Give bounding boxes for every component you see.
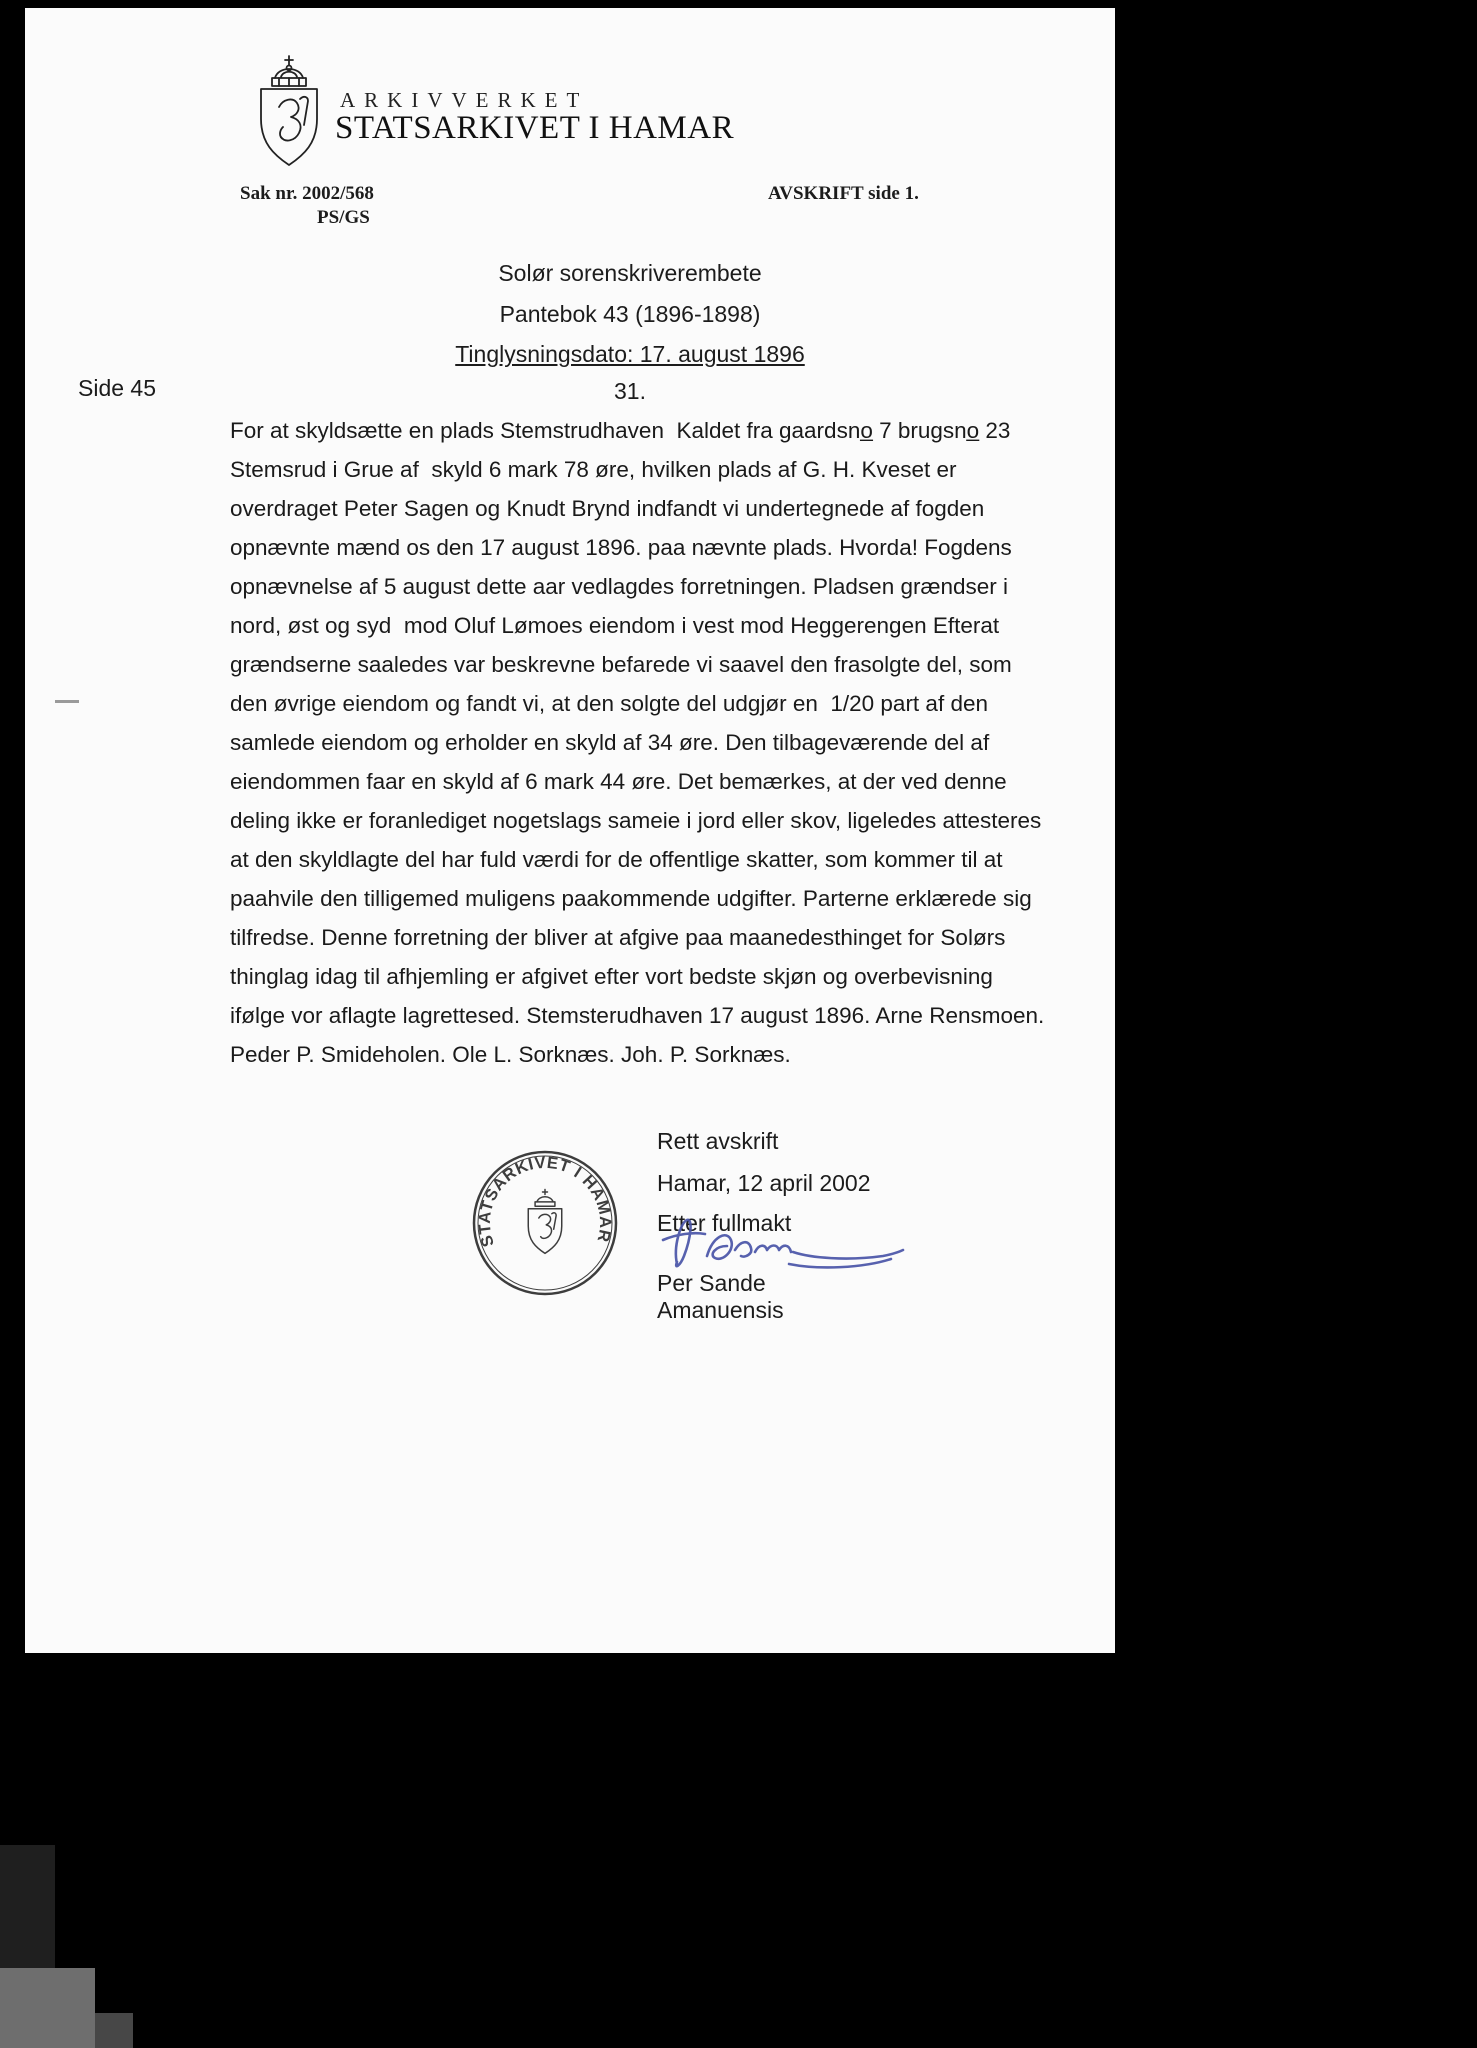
signer-title: Amanuensis — [657, 1297, 784, 1323]
stamp-coat-of-arms — [528, 1190, 561, 1254]
body-line: paahvile den tilligemed muligens paakommende udgifter. Parterne erklærede sig — [230, 886, 1032, 911]
body-line: overdraget Peter Sagen og Knudt Brynd indfandt vi undertegnede af fogden — [230, 496, 985, 521]
archive-stamp — [468, 1146, 623, 1301]
coat-of-arms-logo — [248, 53, 330, 175]
closing-authority: Etter fullmakt — [657, 1210, 792, 1236]
entry-number: 31. — [614, 378, 646, 404]
body-line: ifølge vor aflagte lagrettesed. Stemsterudhaven 17 august 1896. Arne Rensmoen. — [230, 1003, 1045, 1028]
document-title-line-3: Tinglysningsdato: 17. august 1896 — [455, 341, 805, 367]
signer-name: Per Sande — [657, 1270, 766, 1296]
body-line: opnævnte mænd os den 17 august 1896. paa nævnte plads. Hvorda! Fogdens — [230, 535, 1012, 560]
scan-artifact — [0, 1968, 95, 2048]
scan-artifact — [95, 2013, 133, 2048]
case-initials: PS/GS — [317, 207, 370, 228]
document-title-line-2: Pantebok 43 (1896-1898) — [499, 301, 761, 327]
body-line: thinglag idag til afhjemling er afgivet efter vort bedste skjøn og overbevisning — [230, 964, 993, 989]
document-title-line-1: Solør sorenskriverembete — [498, 260, 762, 286]
body-line: tilfredse. Denne forretning der bliver at afgive paa maanedesthinget for Solørs — [230, 925, 1006, 950]
body-line: eiendommen faar en skyld af 6 mark 44 øre. Det bemærkes, at der ved denne — [230, 769, 1007, 794]
body-line: at den skyldlagte del har fuld værdi for de offentlige skatter, som kommer til at — [230, 847, 1003, 872]
office-name: STATSARKIVET I HAMAR — [335, 110, 735, 146]
body-line: den øvrige eiendom og fandt vi, at den solgte del udgjør en 1/20 part af den — [230, 691, 988, 716]
body-line: samlede eiendom og erholder en skyld af 34 øre. Den tilbageværende del af — [230, 730, 990, 755]
body-line: opnævnelse af 5 august dette aar vedlagdes forretningen. Pladsen grændser i — [230, 574, 1009, 599]
body-line: Peder P. Smideholen. Ole L. Sorknæs. Joh. P. Sorknæs. — [230, 1042, 791, 1067]
closing-place-date: Hamar, 12 april 2002 — [657, 1170, 871, 1196]
body-line: nord, øst og syd mod Oluf Lømoes eiendom i vest mod Heggerengen Efterat — [230, 613, 1000, 638]
body-text — [230, 411, 1095, 1074]
body-line: For at skyldsætte en plads Stemstrudhaven Kaldet fra gaardsno̲ 7 brugsno̲ 23 — [230, 418, 1011, 443]
case-number: Sak nr. 2002/568 — [240, 183, 374, 204]
page-margin-note: Side 45 — [78, 375, 157, 401]
transcript-page-label: AVSKRIFT side 1. — [768, 183, 919, 204]
body-line: grændserne saaledes var beskrevne befarede vi saavel den frasolgte del, som — [230, 652, 1012, 677]
closing-certification: Rett avskrift — [657, 1128, 779, 1154]
document-page — [25, 8, 1115, 1653]
stamp-text: STATSARKIVET I HAMAR — [475, 1153, 615, 1249]
body-line: deling ikke er foranlediget nogetslags sameie i jord eller skov, ligeledes attesteres — [230, 808, 1042, 833]
agency-name: ARKIVVERKET — [340, 88, 589, 112]
body-line: Stemsrud i Grue af skyld 6 mark 78 øre, hvilken plads af G. H. Kveset er — [230, 457, 957, 482]
scan-artifact — [55, 700, 79, 703]
